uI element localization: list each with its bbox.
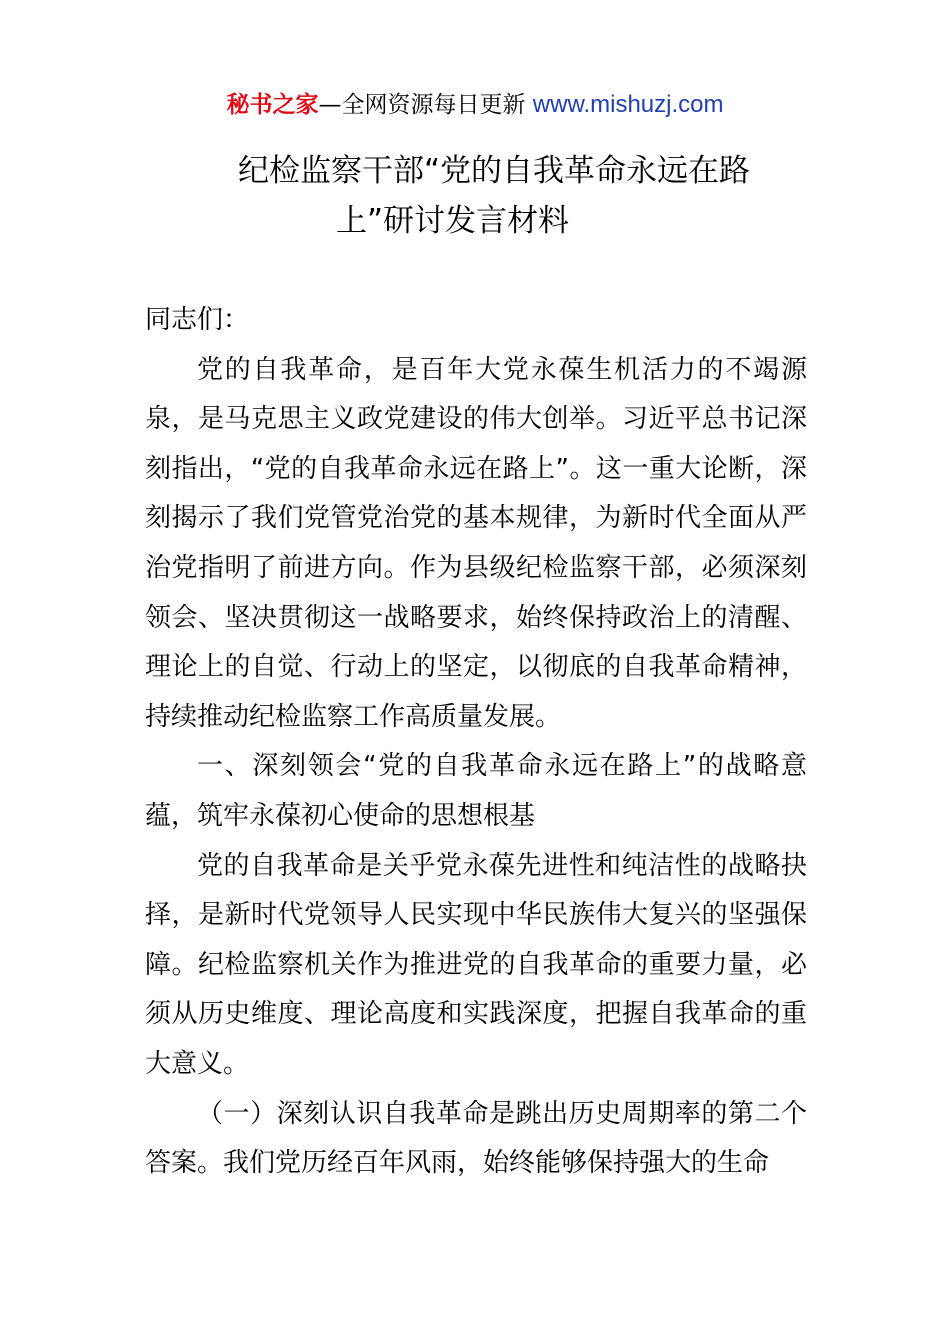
title-line-2: 上”研讨发言材料 [336, 203, 570, 239]
document-body [145, 296, 807, 1189]
site-tagline: —全网资源每日更新 [318, 92, 526, 118]
document-title [0, 146, 950, 246]
site-brand: 秘书之家 [226, 92, 319, 118]
paragraph-subsection-1: （一）深刻认识自我革命是跳出历史周期率的第二个答案。我们党历经百年风雨，始终能够保持强大的生命 [145, 1098, 807, 1179]
paragraph-intro: 党的自我革命，是百年大党永葆生机活力的不竭源泉，是马克思主义政党建设的伟大创举。习近平总书记深刻指出，“党的自我革命永远在路上”。这一重大论断，深刻揭示了我们党管党治党的基本规律，为新时代全面从严治党指明了前进方向。作为县级纪检监察干部，必须深刻领会、坚决贯彻这一战略要求，始终保持政治上的清醒、理论上的自觉、行动上的坚定，以彻底的自我革命精神，持续推动纪检监察工作高质量发展。 [145, 354, 807, 732]
title-line-1: 纪检监察干部“党的自我革命永远在路 [238, 153, 751, 189]
section-heading-1: 一、深刻领会“党的自我革命永远在路上”的战略意蕴，筑牢永葆初心使命的思想根基 [145, 751, 807, 831]
paragraph-section-1: 党的自我革命是关乎党永葆先进性和纯洁性的战略抉择，是新时代党领导人民实现中华民族伟大复兴的坚强保障。纪检监察机关作为推进党的自我革命的重要力量，必须从历史维度、理论高度和实践深度，把握自我革命的重大意义。 [145, 850, 807, 1079]
site-header [0, 88, 950, 122]
site-url-link[interactable]: www.mishuzj.com [532, 91, 724, 118]
salutation: 同志们： [145, 305, 250, 335]
